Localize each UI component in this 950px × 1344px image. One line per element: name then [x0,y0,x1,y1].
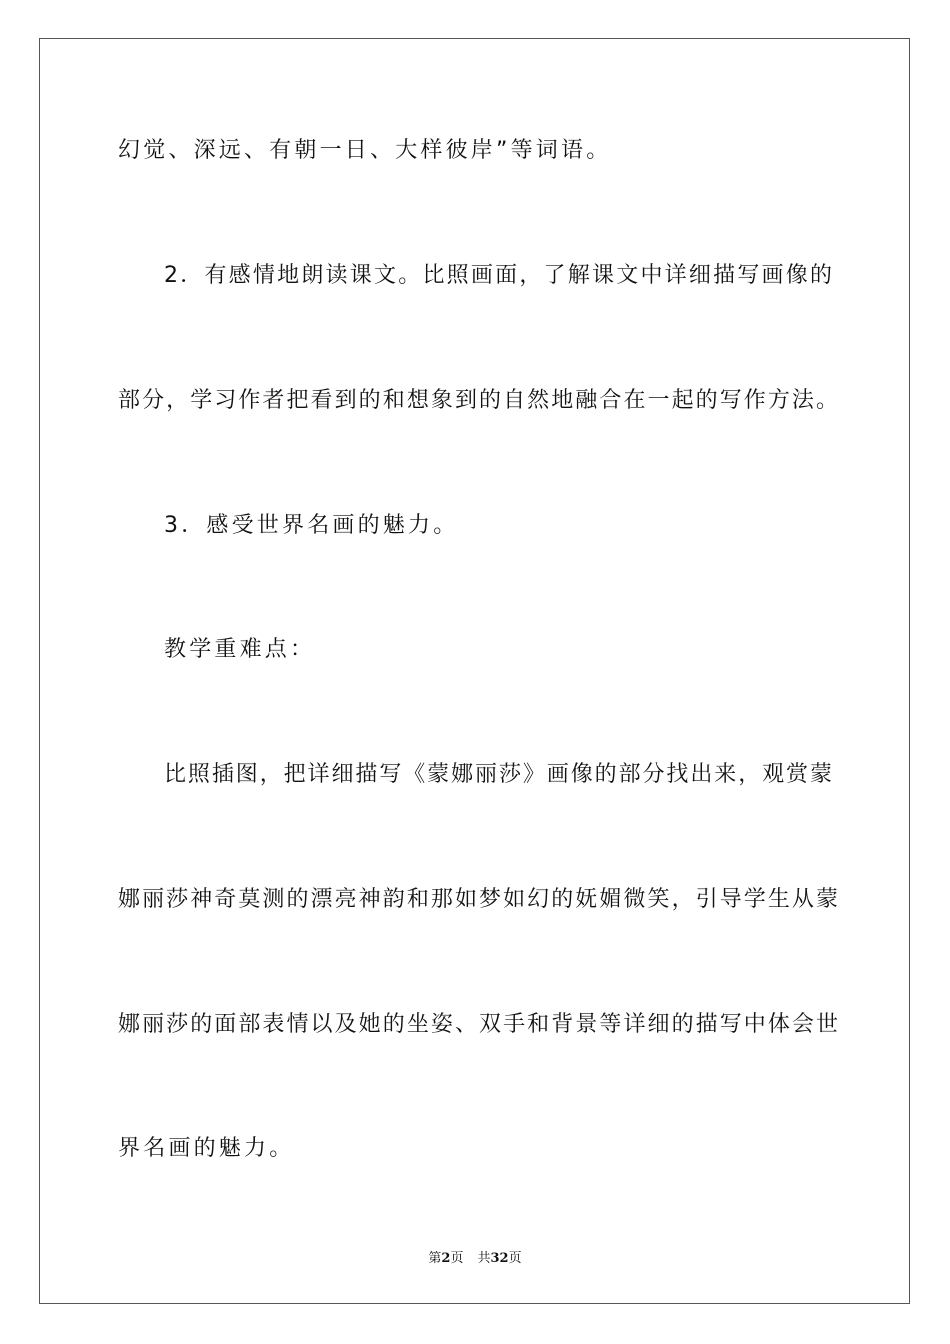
page-border [39,38,910,1304]
footer-page-prefix: 第 [428,1251,442,1266]
footer-page-suffix: 页 [450,1251,464,1266]
paragraph-line-7: 娜丽莎神奇莫测的漂亮神韵和那如梦如幻的妩媚微笑，引导学生从蒙 [118,887,838,912]
paragraph-line-3: 部分，学习作者把看到的和想象到的自然地融合在一起的写作方法。 [118,388,838,413]
paragraph-line-8: 娜丽莎的面部表情以及她的坐姿、双手和背景等详细的描写中体会世 [118,1012,838,1037]
paragraph-line-9: 界名画的魅力。 [118,1136,295,1161]
paragraph-line-4: 3．感受世界名画的魅力。 [164,513,459,538]
paragraph-line-6: 比照插图，把详细描写《蒙娜丽莎》画像的部分找出来，观赏蒙 [164,762,832,787]
footer-page-number: 2 [441,1251,451,1266]
footer-total-pages: 32 [490,1251,509,1266]
page-footer [0,1247,950,1266]
paragraph-line-2: 2．有感情地朗读课文。比照画面，了解课文中详细描写画像的 [164,263,832,288]
section-heading: 教学重难点： [164,637,316,662]
paragraph-line-1: 幻觉、深远、有朝一日、大样彼岸”等词语。 [118,138,612,163]
footer-total-prefix: 共 [477,1251,491,1266]
footer-total-suffix: 页 [508,1251,522,1266]
